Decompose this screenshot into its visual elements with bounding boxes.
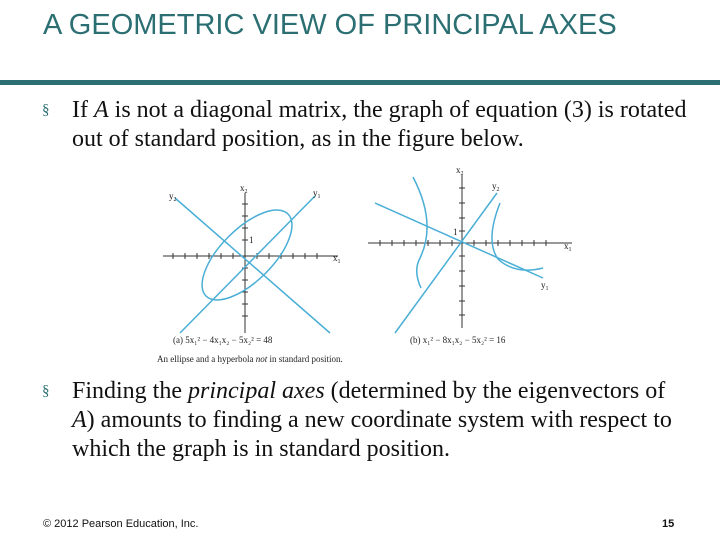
bullet-2-text bbox=[72, 377, 692, 464]
left-y2-label: $y_2$ bbox=[169, 191, 177, 203]
bullet-1-prefix: If bbox=[72, 97, 94, 123]
left-tick-label: 1 bbox=[249, 235, 254, 245]
bullet-2-suffix: ) amounts to finding a new coordinate system with respect to which the graph is in standard position. bbox=[72, 407, 672, 462]
left-y1-label: $y_1$ bbox=[313, 188, 321, 200]
right-x1-label: $x_1$ bbox=[564, 241, 572, 253]
right-rotated bbox=[375, 177, 543, 333]
bullet-marker: § bbox=[42, 383, 50, 399]
bullet-marker: § bbox=[42, 102, 50, 118]
right-y1-label: $y_1$ bbox=[541, 280, 549, 292]
copyright: © 2012 Pearson Education, Inc. bbox=[43, 518, 199, 530]
bullet-1-text bbox=[72, 96, 692, 154]
bullet-1-suffix: is not a diagonal matrix, the graph of equation (3) is rotated out of standard position, as in the figure below. bbox=[72, 97, 687, 152]
bullet-1 bbox=[42, 96, 692, 154]
right-y2-axis bbox=[395, 193, 497, 333]
figure-caption: An ellipse and a hyperbola not in standard position. bbox=[157, 354, 343, 364]
slide-title: A GEOMETRIC VIEW OF PRINCIPAL AXES bbox=[43, 9, 617, 41]
right-tick-label: 1 bbox=[453, 227, 458, 237]
right-y2-label: $y_2$ bbox=[492, 181, 500, 193]
figure bbox=[155, 163, 575, 370]
right-axes bbox=[368, 175, 572, 328]
left-x1-label: $x_1$ bbox=[333, 253, 341, 265]
bullet-2-mid: (determined by the eigenvectors of bbox=[324, 378, 666, 404]
left-rotated bbox=[175, 196, 330, 333]
right-y1-axis bbox=[375, 203, 543, 278]
caption-b: (b) x₁² − 8x₁x₂ − 5x₂² = 16 bbox=[410, 335, 506, 345]
bullet-1-var: A bbox=[93, 97, 109, 123]
bullet-2-prefix: Finding the bbox=[72, 378, 189, 404]
hyperbola-branch-right bbox=[492, 203, 543, 270]
bullet-2-var: A bbox=[72, 407, 87, 433]
page-number: 15 bbox=[662, 518, 675, 530]
bullet-2-emph: principal axes bbox=[188, 378, 325, 404]
bullet-2 bbox=[42, 377, 692, 464]
caption-a: (a) 5x₁² − 4x₁x₂ − 5x₂² = 48 bbox=[173, 335, 273, 345]
right-x2-label: $x_2$ bbox=[456, 165, 464, 177]
title-rule bbox=[0, 80, 720, 85]
left-labels bbox=[169, 183, 341, 265]
hyperbola-branch-left bbox=[413, 177, 427, 288]
left-y1-axis bbox=[180, 196, 315, 333]
figure-svg bbox=[155, 163, 575, 365]
left-x2-label: $x_2$ bbox=[240, 183, 248, 195]
